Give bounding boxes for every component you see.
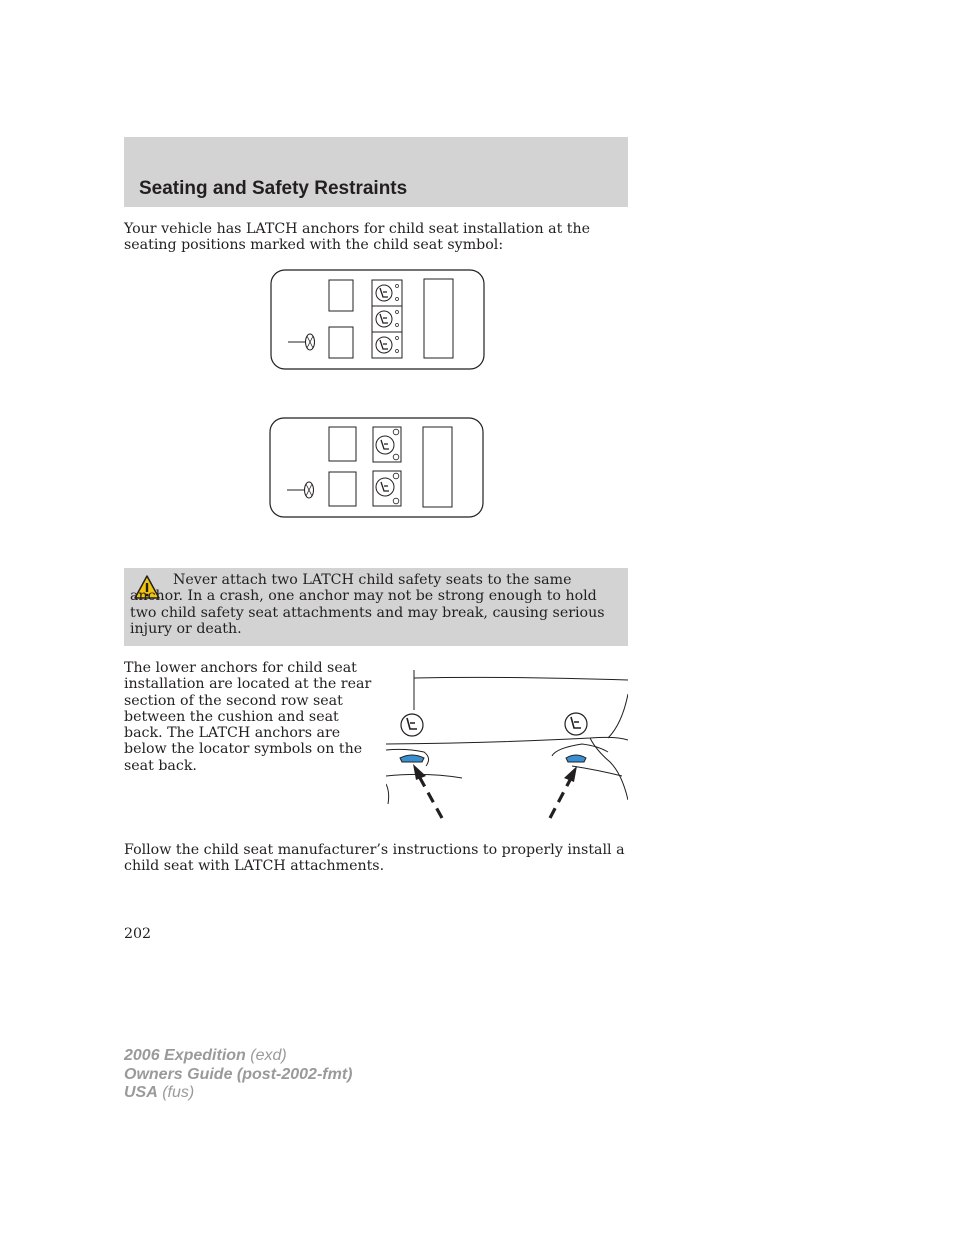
footer-market: USA	[124, 1084, 158, 1101]
seating-diagram-buckets	[269, 417, 485, 519]
footer	[124, 1047, 352, 1103]
footer-market-code: (fus)	[157, 1084, 195, 1101]
footer-model-code: (exd)	[245, 1047, 287, 1064]
latch-anchor-illustration	[386, 666, 628, 820]
warning-text: Never attach two LATCH child safety seats to the same anchor. In a crash, one anchor may not be strong enough to hold two child safety seat attachments and may break, causing serious injury or death.	[130, 572, 605, 637]
child-seat-icon	[373, 427, 401, 462]
page-number: 202	[124, 926, 152, 942]
follow-instructions-paragraph: Follow the child seat manufacturer’s instructions to properly install a child seat with LATCH attachments.	[124, 842, 625, 875]
warning-box	[124, 568, 628, 646]
child-seat-icon	[565, 713, 587, 735]
lower-anchors-paragraph: The lower anchors for child seat installation are located at the rear section of the second row seat between the cushion and seat back. The LATCH anchors are below the locator symbols on the seat back.	[124, 660, 372, 774]
seating-diagram-bench	[270, 269, 486, 371]
child-seat-icon	[401, 714, 423, 736]
section-title: Seating and Safety Restraints	[139, 178, 408, 199]
arrow-icon	[550, 766, 577, 818]
footer-guide: Owners Guide (post-2002-fmt)	[124, 1065, 353, 1083]
arrow-icon	[413, 764, 442, 818]
child-seat-icon	[373, 471, 401, 506]
footer-model: 2006 Expedition	[124, 1047, 246, 1064]
intro-paragraph: Your vehicle has LATCH anchors for child seat installation at the seating positions marked with the child seat symbol:	[124, 221, 591, 254]
